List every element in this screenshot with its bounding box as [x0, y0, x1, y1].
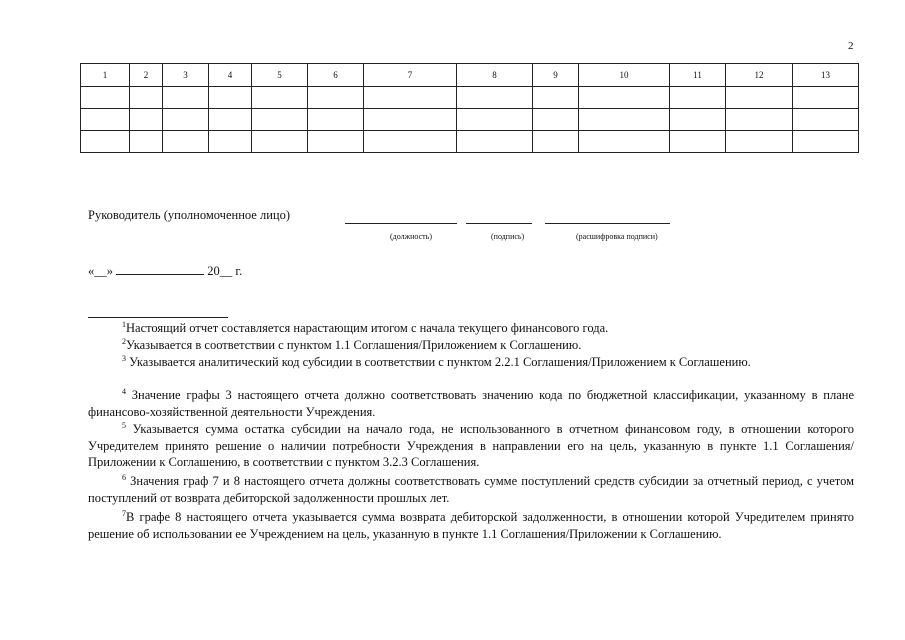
column-header: 7	[364, 64, 457, 87]
column-header: 3	[163, 64, 209, 87]
date-line	[88, 264, 242, 279]
footnote-6: $^6$ Значения граф 7 и 8 настоящего отчета должны соответствовать сумме поступлений средств субсидии за отчетный период, с учетом поступлений от возврата дебиторской задолженности прошлых лет.	[88, 473, 854, 505]
column-header: 4	[209, 64, 252, 87]
table-header-row	[81, 64, 859, 87]
column-header: 1	[81, 64, 130, 87]
date-day-blank: __	[94, 264, 107, 278]
date-year-blank: __	[219, 264, 233, 278]
footnote-5: $^5$ Указывается сумма остатка субсидии на начало года, не использованного в отчетном финансовом году, в отношении которого Учредителем принято решение о наличии потребности Учреждения в направлении его на цель, указанную в пункте 1.1 Соглашения/Приложении к Соглашению, в соответствии с пунктом 3.2.3 Соглашения.	[88, 421, 855, 469]
footnote-7: $^7$В графе 8 настоящего отчета указывается сумма возврата дебиторской задолженности, в отношении которой Учредителем принято решение об использовании ее Учреждением на цель, указанную в пункте 1.1 Соглашения/Приложении к Соглашению.	[88, 509, 854, 541]
date-month-blank	[116, 274, 204, 275]
page-number: 2	[848, 40, 854, 52]
footnote-marker: 2	[122, 337, 126, 346]
report-table	[80, 63, 859, 153]
footnote-4: $^4$ Значение графы 3 настоящего отчета должно соответствовать значению кода по бюджетной классификации, указанному в плане финансово-хозяйственной деятельности Учреждения.	[88, 387, 854, 419]
footnote-marker: 1	[122, 320, 126, 329]
signature-line	[466, 223, 532, 224]
position-caption: (должность)	[390, 232, 432, 241]
signature-caption: (подпись)	[491, 232, 525, 241]
footnote-marker: 6	[122, 473, 126, 482]
table-row	[81, 131, 859, 153]
table-row	[81, 87, 859, 109]
date-close-quote: »	[106, 264, 113, 278]
column-header: 11	[670, 64, 726, 87]
column-header: 5	[252, 64, 308, 87]
date-year-suffix: г.	[235, 264, 243, 278]
footnote-marker: 7	[122, 509, 126, 518]
footnote-marker: 4	[122, 387, 126, 396]
column-header: 9	[533, 64, 579, 87]
footnote-2: $^2$Указывается в соответствии с пунктом 1.1 Соглашения/Приложением к Соглашению.	[122, 337, 582, 352]
footnote-3: $^3$ Указывается аналитический код субсидии в соответствии с пунктом 2.2.1 Соглашения/Приложением к Соглашению.	[122, 354, 751, 369]
position-line	[345, 223, 457, 224]
decoding-line	[545, 223, 670, 224]
column-header: 12	[726, 64, 793, 87]
footnote-separator	[88, 317, 228, 318]
date-year-prefix: 20	[207, 264, 220, 278]
signature-label: Руководитель (уполномоченное лицо)	[88, 208, 291, 222]
column-header: 2	[130, 64, 163, 87]
column-header: 8	[457, 64, 533, 87]
footnote-1: $^1$Настоящий отчет составляется нарастающим итогом с начала текущего финансового года.	[122, 320, 609, 335]
column-header: 13	[793, 64, 859, 87]
column-header: 6	[308, 64, 364, 87]
date-open-quote: «	[88, 264, 95, 278]
column-header: 10	[579, 64, 670, 87]
footnote-marker: 5	[122, 421, 126, 430]
footnote-marker: 3	[122, 354, 126, 363]
decoding-caption: (расшифровка подписи)	[576, 232, 658, 241]
table-row	[81, 109, 859, 131]
